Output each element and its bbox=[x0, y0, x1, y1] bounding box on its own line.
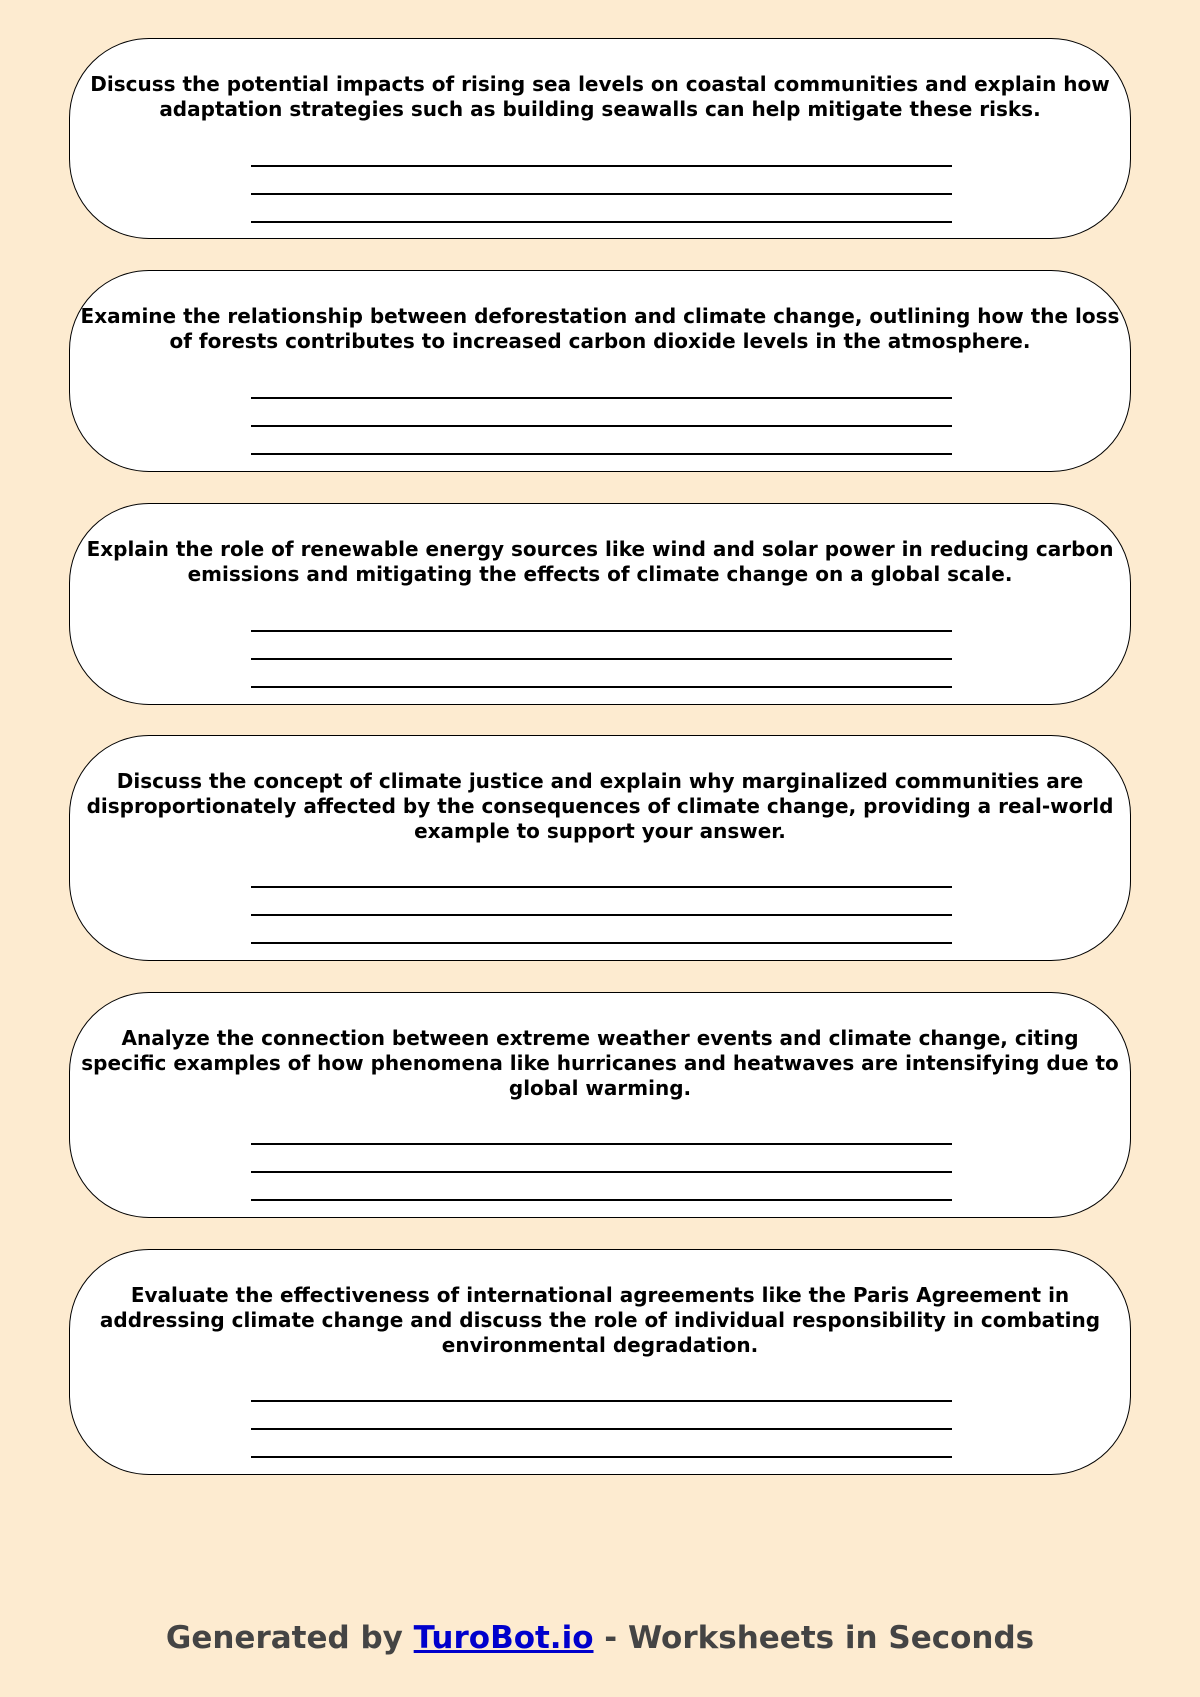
answer-line[interactable] bbox=[251, 165, 952, 167]
answer-line[interactable] bbox=[251, 453, 952, 455]
question-text: Discuss the concept of climate justice and explain why marginalized communities are disproportionately affected by the consequences of climate change, providing a real-world example to support your answer. bbox=[86, 769, 1114, 843]
turobot-link[interactable]: TuroBot.io bbox=[413, 1620, 594, 1656]
answer-line[interactable] bbox=[251, 942, 952, 944]
question-card-3 bbox=[69, 503, 1131, 705]
answer-line[interactable] bbox=[251, 1428, 952, 1430]
question-card-4 bbox=[69, 735, 1131, 961]
answer-line[interactable] bbox=[251, 425, 952, 427]
footer-suffix: - Worksheets in Seconds bbox=[593, 1620, 1035, 1656]
answer-line[interactable] bbox=[251, 1171, 952, 1173]
question-text: Evaluate the effectiveness of international agreements like the Paris Agreement in addressing climate change and discuss the role of individual responsibility in combating environmental degradation. bbox=[99, 1283, 1101, 1357]
question-card-6 bbox=[69, 1249, 1131, 1475]
question-text: Analyze the connection between extreme weather events and climate change, citing specific examples of how phenomena like hurricanes and heatwaves are intensifying due to global warming. bbox=[81, 1026, 1119, 1100]
question-text: Examine the relationship between deforestation and climate change, outlining how the loss of forests contributes to increased carbon dioxide levels in the atmosphere. bbox=[80, 304, 1120, 353]
answer-line[interactable] bbox=[251, 1456, 952, 1458]
footer-credit bbox=[0, 1618, 1200, 1658]
question-card-1 bbox=[69, 38, 1131, 239]
answer-line[interactable] bbox=[251, 1199, 952, 1201]
answer-line[interactable] bbox=[251, 686, 952, 688]
answer-line[interactable] bbox=[251, 221, 952, 223]
question-text: Explain the role of renewable energy sources like wind and solar power in reducing carbon emissions and mitigating the effects of climate change on a global scale. bbox=[86, 537, 1114, 586]
answer-line[interactable] bbox=[251, 658, 952, 660]
question-card-2 bbox=[69, 270, 1131, 472]
footer-prefix: Generated by bbox=[165, 1620, 414, 1656]
question-card-5 bbox=[69, 992, 1131, 1218]
answer-line[interactable] bbox=[251, 397, 952, 399]
question-text: Discuss the potential impacts of rising sea levels on coastal communities and explain how adaptation strategies such as building seawalls can help mitigate these risks. bbox=[90, 72, 1110, 121]
answer-line[interactable] bbox=[251, 630, 952, 632]
answer-line[interactable] bbox=[251, 1400, 952, 1402]
answer-line[interactable] bbox=[251, 886, 952, 888]
answer-line[interactable] bbox=[251, 193, 952, 195]
answer-line[interactable] bbox=[251, 1143, 952, 1145]
answer-line[interactable] bbox=[251, 914, 952, 916]
